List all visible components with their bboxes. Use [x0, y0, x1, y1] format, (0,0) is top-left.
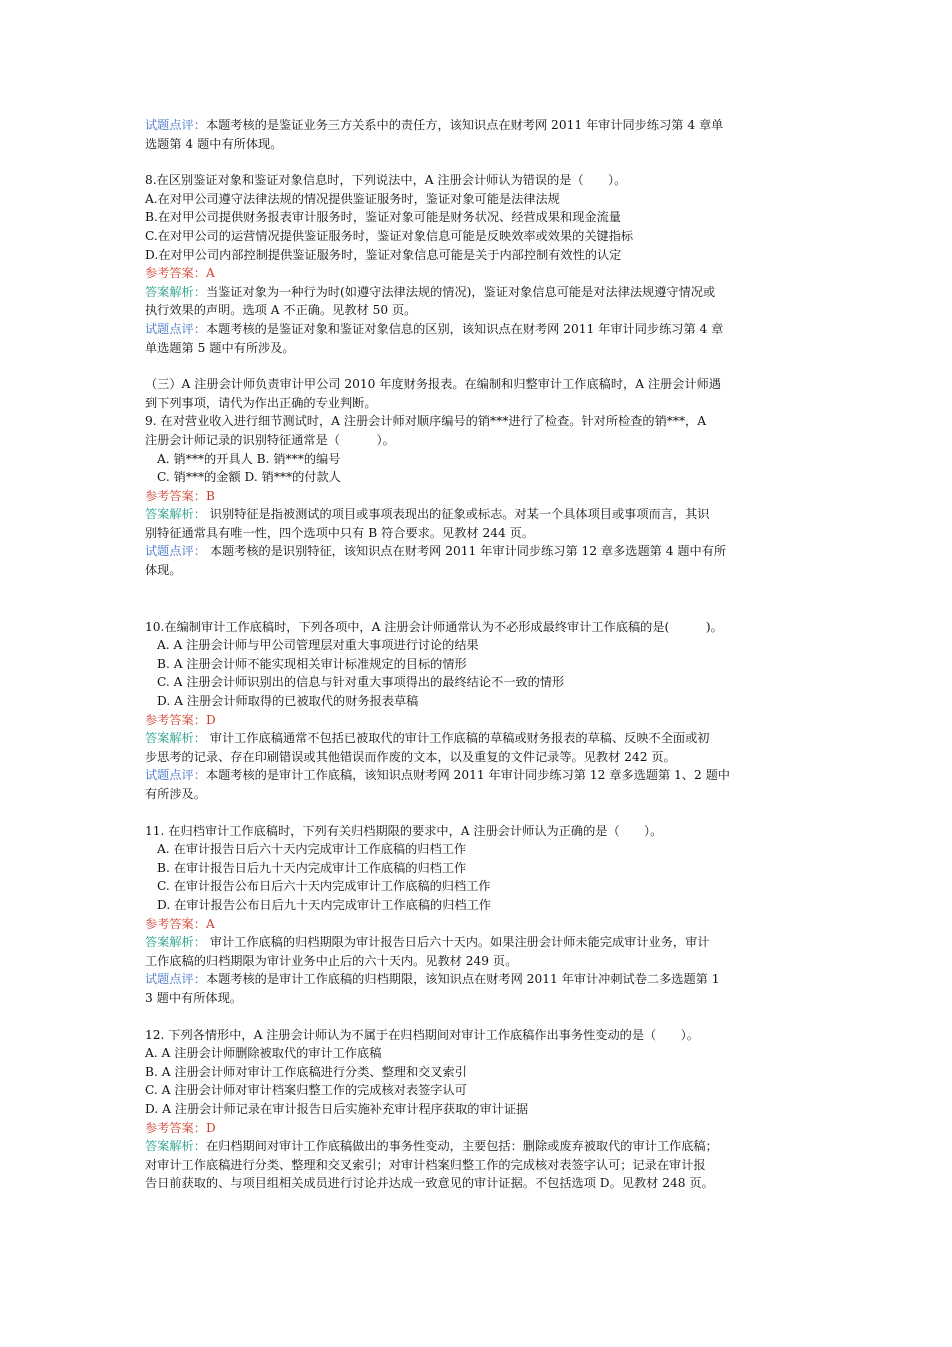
question-stem: 11. 在归档审计工作底稿时，下列有关归档期限的要求中，A 注册会计师认为正确的是（ ）。 [145, 823, 663, 838]
answer-value: B [205, 488, 215, 503]
answer-label: 参考答案： [145, 712, 206, 727]
comment-text: 单选题第 5 题中有所涉及。 [145, 340, 295, 355]
comment-text: 本题考核的是鉴证业务三方关系中的责任方，该知识点在财考网 2011 年审计同步练习第 4 章单 [205, 118, 724, 132]
comment-text: 3 题中有所体现。 [145, 990, 242, 1005]
option-c: C. 在审计报告公布日后六十天内完成审计工作底稿的归档工作 [157, 879, 491, 894]
option-a: A.在对甲公司遵守法律法规的情况提供鉴证服务时，鉴证对象可能是法律法规 [145, 191, 560, 206]
options-ab: A. 销***的开具人 B. 销***的编号 [157, 451, 341, 466]
answer-label: 参考答案： [145, 488, 206, 503]
option-d: D. A 注册会计师取得的已被取代的财务报表草稿 [157, 694, 419, 709]
comment-text: 选题第 4 题中有所体现。 [145, 136, 283, 151]
q7-comment [145, 116, 813, 153]
comment-text: 有所涉及。 [145, 787, 206, 801]
answer-value: D [205, 712, 216, 727]
analysis-text: 识别特征是指被测试的项目或事项表现出的征象或标志。对某一个具体项目或事项而言，其识 [205, 507, 710, 522]
answer-label: 参考答案： [145, 1120, 206, 1135]
analysis-text: 工作底稿的归档期限为审计业务中止后的六十天内。见教材 249 页。 [145, 953, 518, 968]
analysis-text: 审计工作底稿通常不包括已被取代的审计工作底稿的草稿或财务报表的草稿、反映不全面或初 [205, 731, 710, 746]
comment-label: 试题点评： [145, 544, 210, 559]
option-b: B. A 注册会计师对审计工作底稿进行分类、整理和交叉索引 [145, 1064, 467, 1079]
analysis-label: 答案解析： [145, 935, 206, 950]
option-a: A. 在审计报告日后六十天内完成审计工作底稿的归档工作 [157, 842, 467, 857]
comment-text: 体现。 [145, 563, 182, 578]
analysis-label: 答案解析： [145, 507, 206, 522]
analysis-text: 别特征通常具有唯一性，四个选项中只有 B 符合要求。见教材 244 页。 [145, 525, 534, 540]
question-10 [145, 618, 813, 804]
analysis-label: 答案解析： [145, 731, 206, 746]
option-d: D. 在审计报告公布日后九十天内完成审计工作底稿的归档工作 [157, 897, 491, 912]
option-b: B.在对甲公司提供财务报表审计服务时，鉴证对象可能是财务状况、经营成果和现金流量 [145, 210, 621, 225]
comment-text: 本题考核的是审计工作底稿的归档期限，该知识点在财考网 2011 年审计冲刺试卷二多选题第 1 [205, 972, 720, 987]
question-9 [145, 412, 813, 579]
section-intro-text: 到下列事项，请代为作出正确的专业判断。 [145, 395, 377, 410]
question-stem: 注册会计师记录的识别特征通常是（ ）。 [145, 432, 395, 447]
option-c: C. A 注册会计师识别出的信息与针对重大事项得出的最终结论不一致的情形 [157, 675, 565, 690]
comment-text: 本题考核的是审计工作底稿，该知识点财考网 2011 年审计同步练习第 12 章多选题第 1、2 题中 [205, 768, 730, 783]
comment-label: 试题点评： [145, 972, 206, 987]
options-cd: C. 销***的金额 D. 销***的付款人 [157, 470, 341, 485]
comment-label: 试题点评： [145, 768, 206, 783]
question-stem: 12. 下列各情形中，A 注册会计师认为不属于在归档期间对审计工作底稿作出事务性变动的是（ ）。 [145, 1027, 699, 1042]
option-b: B. A 注册会计师不能实现相关审计标准规定的目标的情形 [157, 656, 467, 671]
question-11 [145, 822, 813, 1008]
analysis-text: 执行效果的声明。选项 A 不正确。见教材 50 页。 [145, 303, 417, 318]
analysis-text: 在归档期间对审计工作底稿做出的事务性变动，主要包括：删除或废弃被取代的审计工作底稿； [205, 1139, 718, 1154]
comment-text: 本题考核的是识别特征，该知识点在财考网 2011 年审计同步练习第 12 章多选题第 4 题中有所 [209, 544, 727, 559]
analysis-label: 答案解析： [145, 284, 206, 299]
section-intro-text: （三）A 注册会计师负责审计甲公司 2010 年度财务报表。在编制和归整审计工作底稿时，A 注册会计师遇 [145, 377, 721, 392]
comment-text: 本题考核的是鉴证对象和鉴证对象信息的区别，该知识点在财考网 2011 年审计同步练习第 4 章 [205, 321, 724, 336]
question-stem: 10.在编制审计工作底稿时，下列各项中，A 注册会计师通常认为不必形成最终审计工作底稿的是( )。 [145, 619, 723, 634]
answer-value: A [205, 266, 215, 281]
option-c: C.在对甲公司的运营情况提供鉴证服务时，鉴证对象信息可能是反映效率或效果的关键指标 [145, 228, 634, 243]
question-stem: 9. 在对营业收入进行细节测试时，A 注册会计师对顺序编号的销***进行了检查。针对所检查的销***，A [145, 414, 707, 429]
page-content [145, 116, 813, 1193]
option-d: D.在对甲公司内部控制提供鉴证服务时，鉴证对象信息可能是关于内部控制有效性的认定 [145, 247, 622, 262]
analysis-text: 告日前获取的、与项目组相关成员进行讨论并达成一致意见的审计证据。不包括选项 D。见教材 248 页。 [145, 1176, 714, 1191]
question-12 [145, 1026, 813, 1193]
option-a: A. A 注册会计师与甲公司管理层对重大事项进行讨论的结果 [157, 638, 479, 653]
answer-label: 参考答案： [145, 916, 206, 931]
analysis-text: 步思考的记录、存在印刷错误或其他错误而作废的文本，以及重复的文件记录等。见教材 242 页。 [145, 749, 676, 764]
question-8 [145, 171, 813, 357]
comment-label: 试题点评： [145, 118, 206, 132]
section-intro [145, 375, 813, 412]
answer-label: 参考答案： [145, 266, 206, 281]
option-b: B. 在审计报告日后九十天内完成审计工作底稿的归档工作 [157, 860, 467, 875]
option-d: D. A 注册会计师记录在审计报告日后实施补充审计程序获取的审计证据 [145, 1101, 529, 1116]
analysis-text: 当鉴证对象为一种行为时(如遵守法律法规的情况)，鉴证对象信息可能是对法律法规遵守情况或 [205, 284, 716, 299]
analysis-label: 答案解析： [145, 1139, 206, 1154]
comment-label: 试题点评： [145, 321, 206, 336]
analysis-text: 对审计工作底稿进行分类、整理和交叉索引；对审计档案归整工作的完成核对表签字认可；记录在审计报 [145, 1157, 706, 1172]
answer-value: A [205, 916, 215, 931]
option-c: C. A 注册会计师对审计档案归整工作的完成核对表签字认可 [145, 1083, 467, 1098]
option-a: A. A 注册会计师删除被取代的审计工作底稿 [145, 1046, 382, 1061]
answer-value: D [205, 1120, 216, 1135]
analysis-text: 审计工作底稿的归档期限为审计报告日后六十天内。如果注册会计师未能完成审计业务，审计 [205, 935, 710, 950]
question-stem: 8.在区别鉴证对象和鉴证对象信息时，下列说法中，A 注册会计师认为错误的是（ ）。 [145, 173, 627, 188]
